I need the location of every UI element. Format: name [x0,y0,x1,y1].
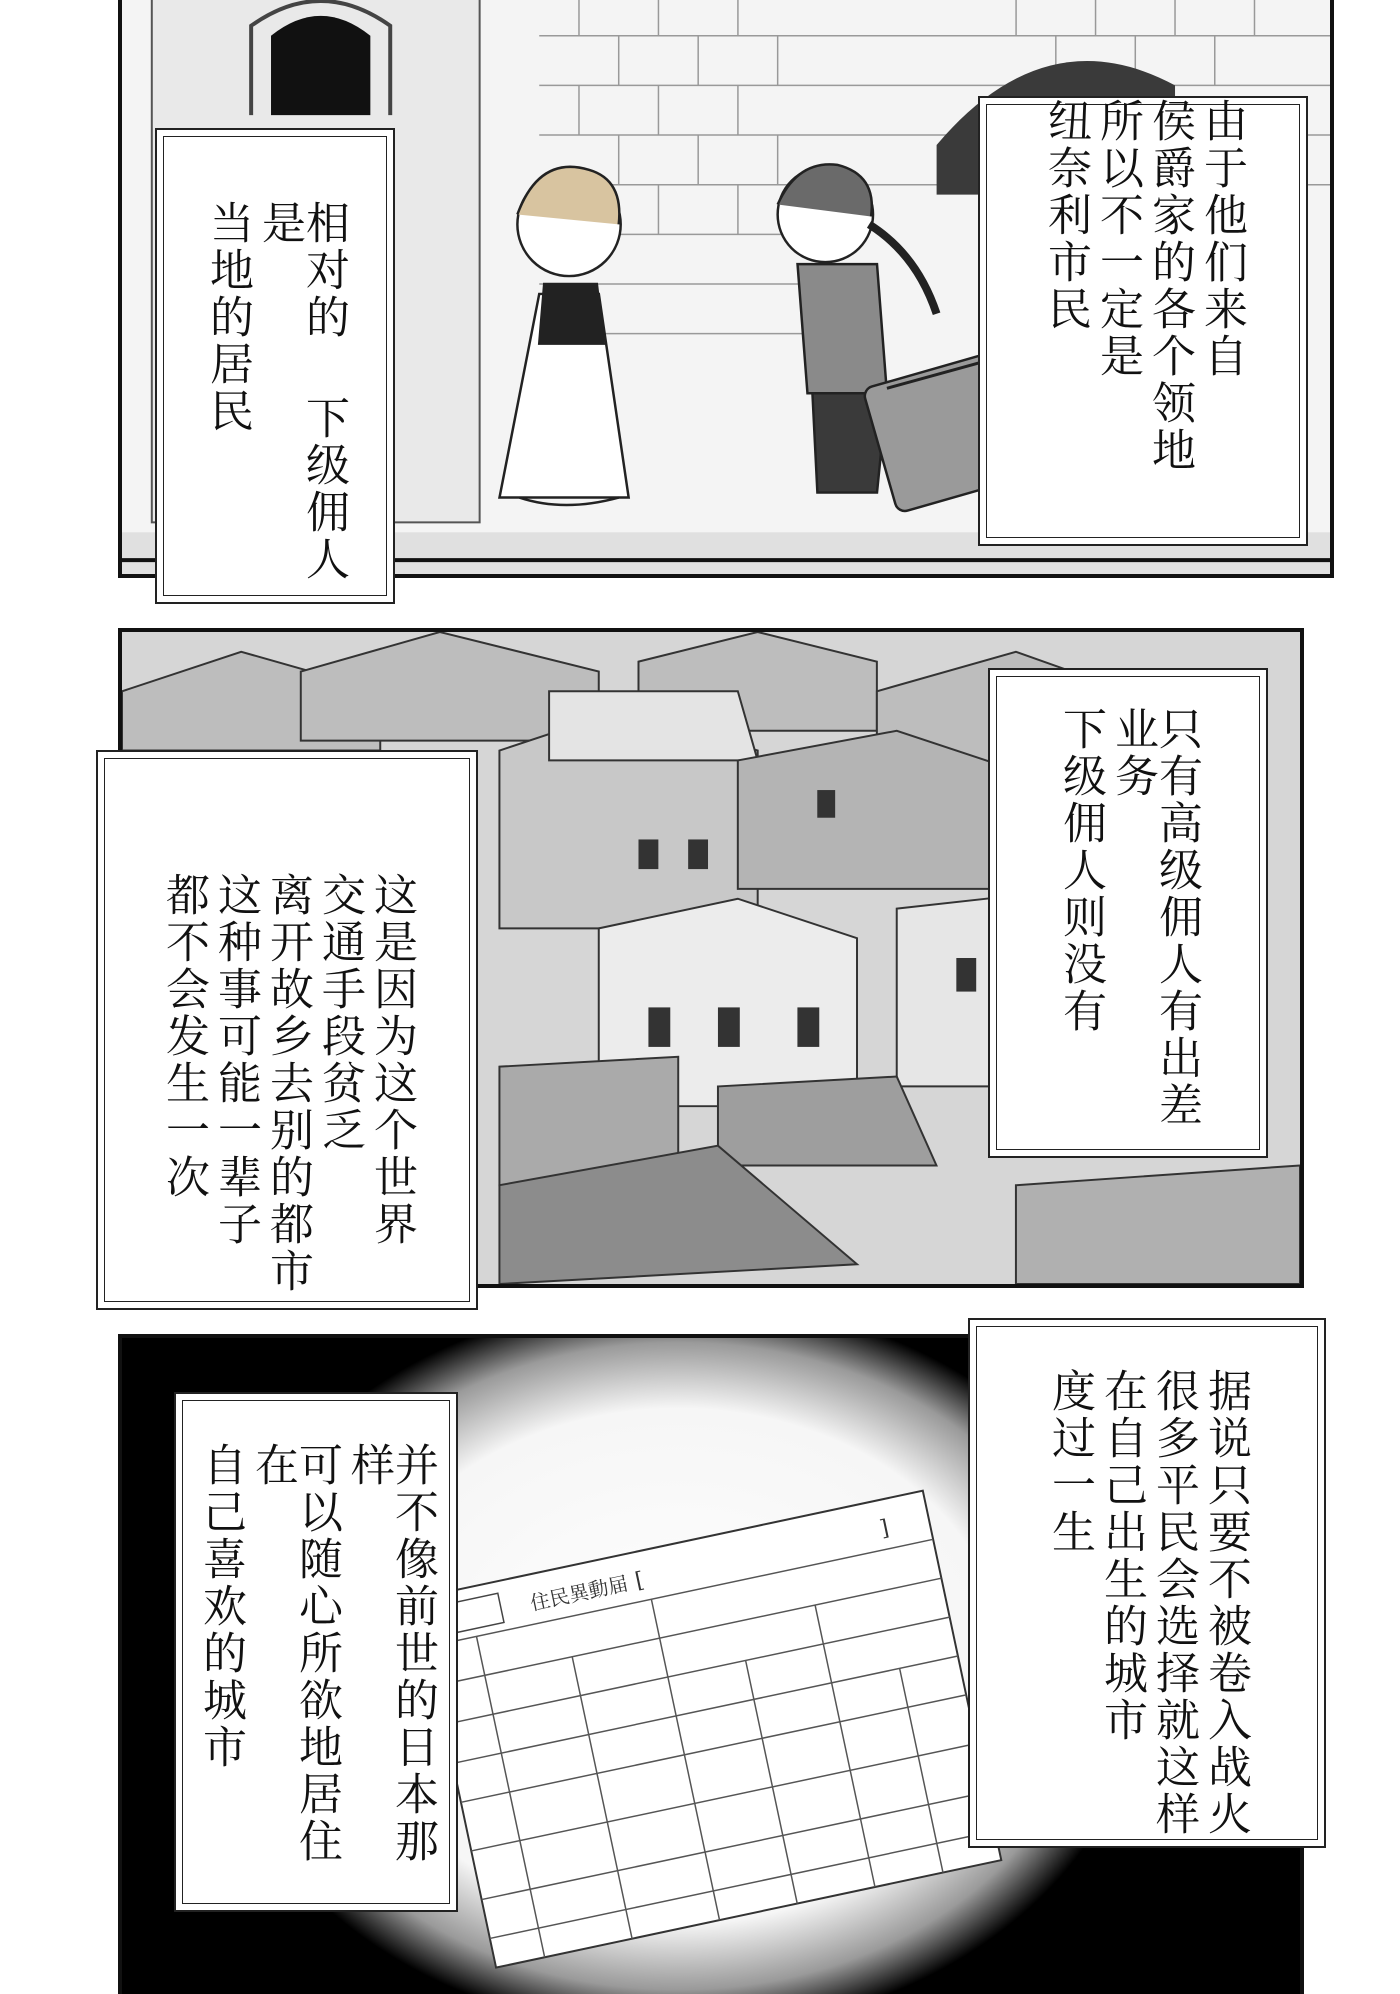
caption-box-right-2 [988,668,1268,1158]
caption-line: 所以不一定是 [1092,98,1143,380]
caption-line: 当地的居民 [202,200,253,435]
caption-line: 都不会发生一次 [158,872,209,1201]
document-title: 住民異動届 [528,1572,631,1616]
caption-box-right [978,96,1308,546]
caption-line: 在自己出生的城市 [1096,1368,1147,1744]
caption-line: 离开故乡去别的都市 [262,872,313,1295]
caption-line: 交通手段贫乏 [314,872,365,1154]
caption-line: 自己喜欢的城市 [195,1442,246,1771]
caption-box-left-3 [174,1392,458,1912]
caption-line: 度过一生 [1044,1368,1095,1556]
caption-box-right-3 [968,1318,1326,1848]
caption-box-left-1 [155,128,395,604]
caption-line: 这是因为这个世界 [366,872,417,1248]
caption-box-left-2 [96,750,478,1310]
document-bracket-close: ] [877,1515,892,1542]
document-bracket-open: [ [632,1567,647,1594]
caption-line: 可以随心所欲地居住在 [247,1442,342,1865]
caption-line: 由于他们来自 [1196,98,1247,380]
caption-line: 侯爵家的各个领地 [1144,98,1195,474]
caption-line: 相对的 下级佣人是 [254,200,349,583]
caption-line: 下级佣人则没有 [1055,706,1106,1035]
caption-line: 据说只要不被卷入战火 [1200,1368,1251,1838]
caption-line: 很多平民会选择就这样 [1148,1368,1199,1838]
caption-line: 并不像前世的日本那样 [343,1442,438,1865]
caption-line: 只有高级佣人有出差业务 [1107,706,1202,1129]
caption-line: 纽奈利市民 [1040,98,1091,333]
caption-line: 这种事可能一辈子 [210,872,261,1248]
